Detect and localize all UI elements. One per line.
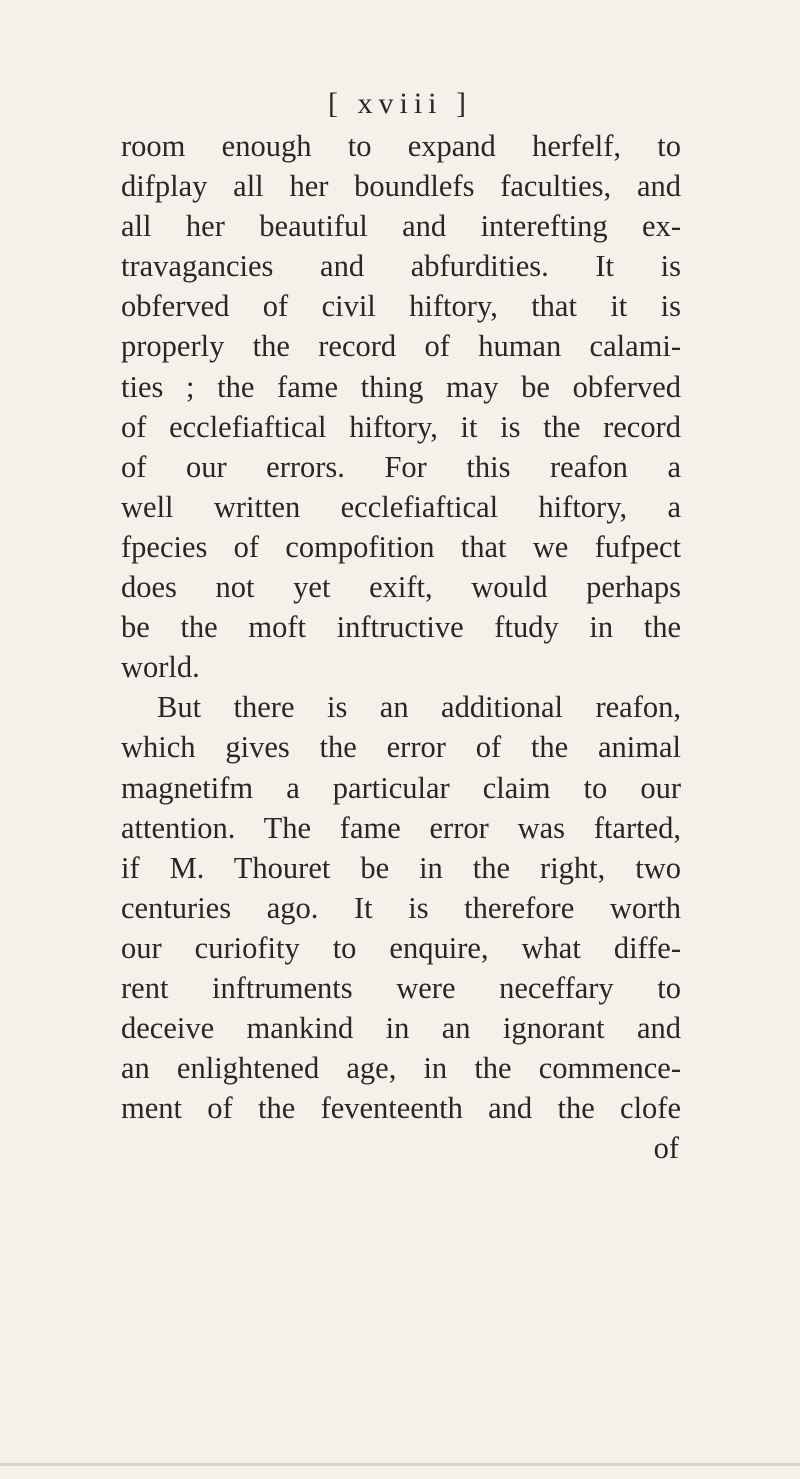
text-line: properly the record of human calami- [121, 329, 681, 364]
text-line: ment of the feventeenth and the clofe [121, 1091, 681, 1126]
text-line: which gives the error of the animal [121, 730, 681, 765]
text-line: travagancies and abfurdities. It is [121, 249, 681, 284]
text-line: world. [121, 650, 200, 685]
text-line: fpecies of compofition that we fufpect [121, 529, 681, 564]
text-line: all her beautiful and interefting ex- [121, 209, 681, 244]
text-line: if M. Thouret be in the right, two [121, 850, 681, 885]
text-line: room enough to expand herfelf, to [121, 129, 681, 163]
page-edge-rule [0, 1463, 800, 1466]
text-line: of ecclefiaftical hiftory, it is the record [121, 409, 681, 444]
text-line: centuries ago. It is therefore worth [121, 890, 681, 925]
text-line: be the moft inftructive ftudy in the [121, 610, 681, 645]
text-line: deceive mankind in an ignorant and [121, 1011, 681, 1046]
text-line: of our errors. For this reafon a [121, 449, 681, 484]
text-line: well written ecclefiaftical hiftory, a [121, 489, 681, 524]
text-line: our curiofity to enquire, what diffe- [121, 930, 681, 965]
text-line: ties ; the fame thing may be obferved [121, 369, 681, 404]
body-text [121, 126, 681, 1168]
catchword: of [653, 1131, 679, 1166]
page-number-header: [ xviii ] [328, 87, 472, 120]
text-line: attention. The fame error was ftarted, [121, 810, 681, 845]
paragraph-first-line: But there is an additional reafon, [157, 690, 681, 725]
text-line: rent inftruments were neceffary to [121, 970, 681, 1005]
text-line: an enlightened age, in the commence- [121, 1051, 681, 1086]
text-line: difplay all her boundlefs faculties, and [121, 169, 681, 204]
text-line: does not yet exift, would perhaps [121, 570, 681, 605]
text-line: magnetifm a particular claim to our [121, 770, 681, 805]
text-line: obferved of civil hiftory, that it is [121, 289, 681, 324]
